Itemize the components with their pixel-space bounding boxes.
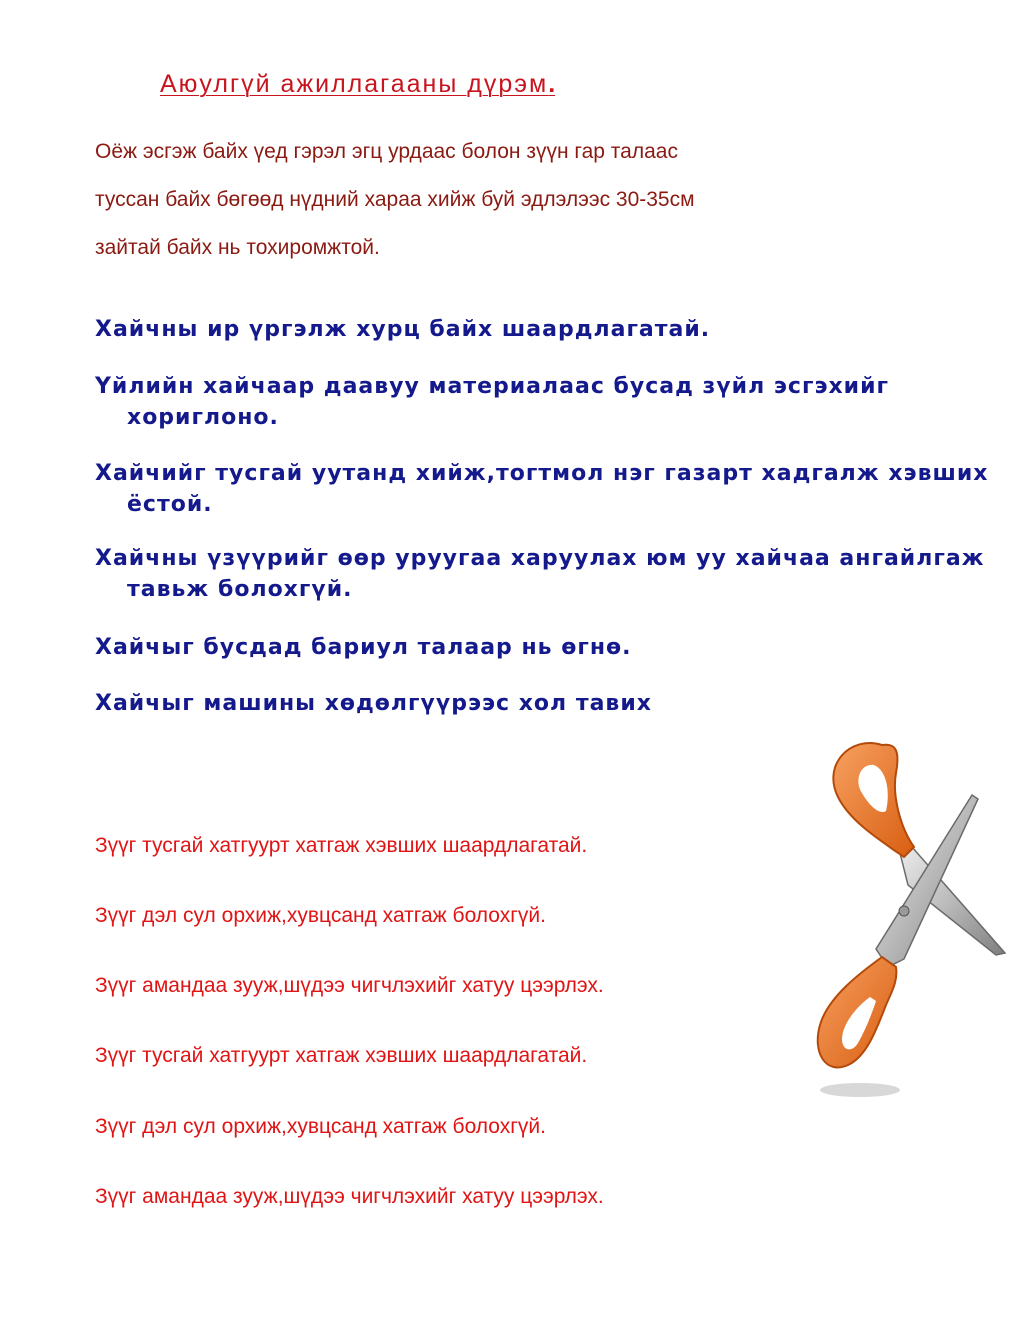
pivot-screw [899,906,909,916]
page-title [160,70,555,99]
shadow [820,1083,900,1097]
needle-rule: Зүүг амандаа зууж,шүдээ чигчлэхийг хатуу цээрлэх. [95,974,604,997]
scissors-icon [800,735,1015,1105]
scissor-rule: Хайчны үзүүрийг өөр уруугаа харуулах юм уу хайчаа ангайлгаж тавьж болохгүй. [95,546,985,602]
intro-line: зайтай байх нь тохиромжтой. [95,236,380,259]
scissor-rule: Хайчийг тусгай уутанд хийж,тогтмол нэг газарт хадгалж хэвших ёстой. [95,461,989,517]
scissor-rule: Хайчыг бусдад бариул талаар нь өгнө. [95,635,632,660]
needle-rule: Зүүг амандаа зууж,шүдээ чигчлэхийг хатуу цээрлэх. [95,1185,604,1208]
needle-rule: Зүүг тусгай хатгуурт хатгаж хэвших шаардлагатай. [95,834,588,857]
intro-line: Оёж эсгэж байх үед гэрэл эгц урдаас болон зүүн гар талаас [95,140,678,163]
intro-line: туссан байх бөгөөд нүдний хараа хийж буй эдлэлээс 30-35см [95,188,695,211]
scissor-rule: Үйлийн хайчаар даавуу материалаас бусад зүйл эсгэхийг хориглоно. [95,374,889,430]
needle-rule: Зүүг дэл сул орхиж,хувцсанд хатгаж болохгүй. [95,904,546,927]
needle-rule: Зүүг дэл сул орхиж,хувцсанд хатгаж болохгүй. [95,1115,546,1138]
page-title-dot: . [548,70,556,98]
intro-paragraph [95,128,895,272]
page-title-text: Аюулгүй ажиллагааны дүрэм [160,70,549,98]
scissor-rule: Хайчны ир үргэлж хурц байх шаардлагатай. [95,317,711,342]
needle-rule: Зүүг тусгай хатгуурт хатгаж хэвших шаардлагатай. [95,1044,588,1067]
scissor-rule: Хайчыг машины хөдөлгүүрээс хол тавих [95,691,652,716]
